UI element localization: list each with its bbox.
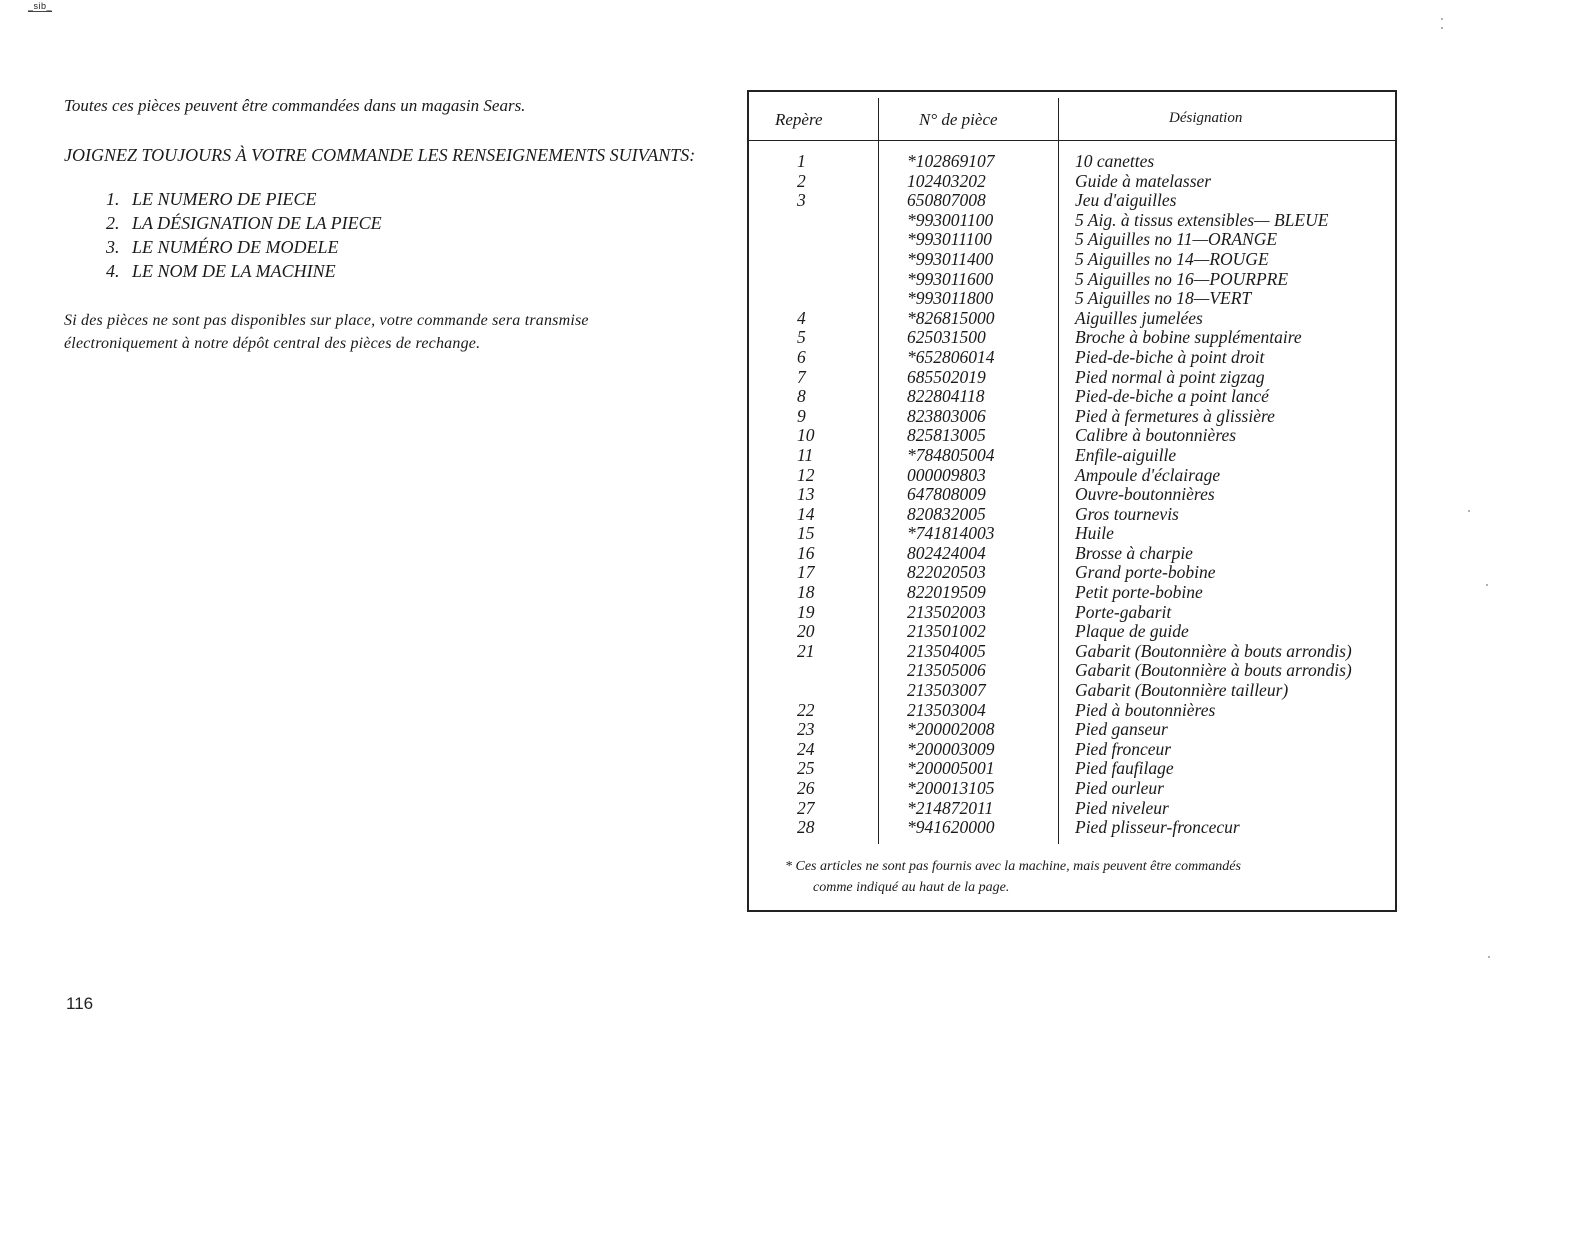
table-row bbox=[749, 426, 1395, 446]
row-designation: 5 Aig. à tissus extensibles— BLEUE bbox=[1075, 209, 1329, 230]
row-designation: 5 Aiguilles no 14—ROUGE bbox=[1075, 248, 1269, 269]
table-row bbox=[749, 466, 1395, 486]
parts-table bbox=[747, 90, 1397, 912]
row-part-number: 685502019 bbox=[907, 366, 986, 387]
row-part-number: *652806014 bbox=[907, 346, 995, 367]
row-part-number: *941620000 bbox=[907, 817, 995, 838]
list-item bbox=[106, 211, 724, 235]
row-repere: 10 bbox=[797, 425, 815, 446]
row-part-number: *993011100 bbox=[907, 229, 992, 250]
row-designation: Guide à matelasser bbox=[1075, 170, 1212, 191]
table-footnote bbox=[785, 856, 1385, 898]
row-repere: 24 bbox=[797, 738, 815, 759]
table-row bbox=[749, 583, 1395, 603]
row-repere: 14 bbox=[797, 503, 815, 524]
row-designation: Pied-de-biche à point droit bbox=[1075, 346, 1265, 367]
table-row bbox=[749, 230, 1395, 250]
row-part-number: 213503004 bbox=[907, 699, 986, 720]
table-row bbox=[749, 152, 1395, 172]
row-designation: Gabarit (Boutonnière à bouts arrondis) bbox=[1075, 660, 1352, 681]
list-item bbox=[106, 235, 724, 259]
row-designation: Pied à fermetures à glissière bbox=[1075, 405, 1275, 426]
scan-speck bbox=[1488, 956, 1490, 958]
row-designation: Pied faufilage bbox=[1075, 758, 1174, 779]
row-part-number: 213502003 bbox=[907, 601, 986, 622]
row-repere: 4 bbox=[797, 307, 806, 328]
row-designation: Pied normal à point zigzag bbox=[1075, 366, 1265, 387]
row-repere: 27 bbox=[797, 797, 815, 818]
row-part-number: 822020503 bbox=[907, 562, 986, 583]
scan-speck bbox=[1441, 27, 1443, 29]
row-designation: Pied ourleur bbox=[1075, 778, 1164, 798]
row-part-number: 000009803 bbox=[907, 464, 986, 485]
row-repere: 1 bbox=[797, 151, 806, 171]
row-part-number: 213503007 bbox=[907, 680, 986, 701]
row-repere: 25 bbox=[797, 758, 815, 779]
table-row bbox=[749, 250, 1395, 270]
row-designation: Jeu d'aiguilles bbox=[1075, 190, 1177, 211]
row-designation: Gabarit (Boutonnière tailleur) bbox=[1075, 680, 1289, 701]
row-designation: 10 canettes bbox=[1075, 151, 1155, 171]
ordering-instructions bbox=[64, 96, 724, 355]
row-designation: Pied fronceur bbox=[1075, 738, 1172, 759]
row-part-number: *200002008 bbox=[907, 719, 995, 740]
table-row bbox=[749, 701, 1395, 721]
row-repere: 9 bbox=[797, 405, 806, 426]
footnote-line-2: comme indiqué au haut de la page. bbox=[813, 880, 1010, 895]
table-row bbox=[749, 270, 1395, 290]
table-row bbox=[749, 172, 1395, 192]
row-part-number: 802424004 bbox=[907, 542, 986, 563]
list-text: LA DÉSIGNATION DE LA PIECE bbox=[132, 213, 382, 233]
table-row bbox=[749, 368, 1395, 388]
table-row bbox=[749, 309, 1395, 329]
required-info-list bbox=[106, 187, 724, 283]
row-designation: Pied-de-biche a point lancé bbox=[1075, 386, 1269, 407]
list-number: 2. bbox=[106, 213, 120, 233]
row-repere: 17 bbox=[797, 562, 815, 583]
list-text: LE NUMERO DE PIECE bbox=[132, 189, 317, 209]
table-row bbox=[749, 328, 1395, 348]
row-designation: 5 Aiguilles no 11—ORANGE bbox=[1075, 229, 1278, 250]
row-designation: Enfile-aiguille bbox=[1075, 444, 1177, 465]
row-repere: 3 bbox=[797, 190, 806, 211]
row-designation: 5 Aiguilles no 18—VERT bbox=[1075, 288, 1252, 309]
scan-speck bbox=[1486, 584, 1488, 586]
scan-speck bbox=[1441, 18, 1443, 20]
row-designation: Broche à bobine supplémentaire bbox=[1075, 327, 1302, 348]
row-designation: Gabarit (Boutonnière à bouts arrondis) bbox=[1075, 640, 1352, 661]
table-row bbox=[749, 642, 1395, 662]
page-number: 116 bbox=[66, 994, 94, 1013]
table-row bbox=[749, 446, 1395, 466]
row-part-number: 822019509 bbox=[907, 582, 986, 603]
row-designation: Brosse à charpie bbox=[1075, 542, 1193, 563]
row-part-number: 823803006 bbox=[907, 405, 986, 426]
row-designation: Gros tournevis bbox=[1075, 503, 1179, 524]
row-designation: Pied ganseur bbox=[1075, 719, 1168, 740]
row-part-number: *200005001 bbox=[907, 758, 995, 779]
table-row bbox=[749, 759, 1395, 779]
list-number: 3. bbox=[106, 237, 120, 257]
table-row bbox=[749, 779, 1395, 799]
row-repere: 28 bbox=[797, 817, 815, 838]
row-designation: Ouvre-boutonnières bbox=[1075, 484, 1215, 505]
row-designation: Porte-gabarit bbox=[1075, 601, 1172, 622]
row-part-number: 213505006 bbox=[907, 660, 986, 681]
row-part-number: 820832005 bbox=[907, 503, 986, 524]
row-designation: Pied niveleur bbox=[1075, 797, 1169, 818]
table-row bbox=[749, 348, 1395, 368]
row-designation: 5 Aiguilles no 16—POURPRE bbox=[1075, 268, 1289, 289]
table-row bbox=[749, 505, 1395, 525]
row-part-number: 625031500 bbox=[907, 327, 986, 348]
table-row bbox=[749, 799, 1395, 819]
row-part-number: *200003009 bbox=[907, 738, 995, 759]
row-repere: 16 bbox=[797, 542, 815, 563]
row-part-number: *200013105 bbox=[907, 778, 995, 798]
row-repere: 19 bbox=[797, 601, 815, 622]
row-designation: Grand porte-bobine bbox=[1075, 562, 1216, 583]
table-row bbox=[749, 681, 1395, 701]
list-number: 1. bbox=[106, 189, 120, 209]
availability-notice bbox=[64, 309, 724, 355]
table-row bbox=[749, 720, 1395, 740]
header-part-number: N° de pièce bbox=[919, 110, 998, 129]
row-designation: Pied plisseur-froncecur bbox=[1075, 817, 1240, 838]
notice-line-2: électroniquement à notre dépôt central des pièces de rechange. bbox=[64, 335, 481, 352]
row-part-number: *826815000 bbox=[907, 307, 995, 328]
row-part-number: 213504005 bbox=[907, 640, 986, 661]
table-row bbox=[749, 818, 1395, 838]
row-designation: Huile bbox=[1075, 523, 1114, 544]
table-body bbox=[749, 152, 1395, 838]
row-repere: 23 bbox=[797, 719, 815, 740]
list-number: 4. bbox=[106, 261, 120, 281]
row-designation: Calibre à boutonnières bbox=[1075, 425, 1237, 446]
row-part-number: 647808009 bbox=[907, 484, 986, 505]
row-designation: Petit porte-bobine bbox=[1075, 582, 1203, 603]
row-part-number: *993011400 bbox=[907, 248, 994, 269]
row-repere: 21 bbox=[797, 640, 815, 661]
list-item bbox=[106, 259, 724, 283]
row-part-number: 650807008 bbox=[907, 190, 986, 211]
row-repere: 20 bbox=[797, 621, 815, 642]
row-part-number: *741814003 bbox=[907, 523, 995, 544]
table-row bbox=[749, 544, 1395, 564]
intro-text: Toutes ces pièces peuvent être commandées dans un magasin Sears. bbox=[64, 96, 526, 115]
row-designation: Plaque de guide bbox=[1075, 621, 1189, 642]
row-part-number: *214872011 bbox=[907, 797, 994, 818]
row-repere: 11 bbox=[797, 444, 814, 465]
header-designation: Désignation bbox=[1169, 110, 1243, 126]
table-row bbox=[749, 211, 1395, 231]
row-designation: Ampoule d'éclairage bbox=[1075, 464, 1221, 485]
row-repere: 13 bbox=[797, 484, 815, 505]
table-row bbox=[749, 622, 1395, 642]
row-repere: 6 bbox=[797, 346, 806, 367]
row-part-number: 213501002 bbox=[907, 621, 986, 642]
row-designation: Pied à boutonnières bbox=[1075, 699, 1216, 720]
table-row bbox=[749, 387, 1395, 407]
join-heading: JOIGNEZ TOUJOURS À VOTRE COMMANDE LES RENSEIGNEMENTS SUIVANTS: bbox=[64, 145, 696, 165]
list-text: LE NUMÉRO DE MODELE bbox=[132, 237, 339, 257]
row-part-number: *102869107 bbox=[907, 151, 995, 171]
table-row bbox=[749, 289, 1395, 309]
row-part-number: 102403202 bbox=[907, 170, 986, 191]
row-repere: 7 bbox=[797, 366, 806, 387]
list-item bbox=[106, 187, 724, 211]
table-header bbox=[749, 98, 1395, 141]
table-row bbox=[749, 603, 1395, 623]
row-part-number: *993011800 bbox=[907, 288, 994, 309]
row-repere: 15 bbox=[797, 523, 815, 544]
list-text: LE NOM DE LA MACHINE bbox=[132, 261, 336, 281]
table-row bbox=[749, 407, 1395, 427]
notice-line-1: Si des pièces ne sont pas disponibles sur place, votre commande sera transmise bbox=[64, 312, 589, 329]
row-repere: 12 bbox=[797, 464, 815, 485]
table-row bbox=[749, 740, 1395, 760]
row-repere: 26 bbox=[797, 778, 815, 798]
table-row bbox=[749, 485, 1395, 505]
row-part-number: *993001100 bbox=[907, 209, 994, 230]
row-part-number: *784805004 bbox=[907, 444, 995, 465]
row-repere: 2 bbox=[797, 170, 806, 191]
table-row bbox=[749, 191, 1395, 211]
row-repere: 18 bbox=[797, 582, 815, 603]
row-repere: 8 bbox=[797, 386, 806, 407]
row-part-number: *993011600 bbox=[907, 268, 994, 289]
footnote-line-1: * Ces articles ne sont pas fournis avec la machine, mais peuvent être commandés bbox=[785, 859, 1241, 874]
header-repere: Repère bbox=[775, 110, 823, 129]
row-repere: 5 bbox=[797, 327, 806, 348]
scan-speck bbox=[1468, 510, 1470, 512]
corner-mark: _sib_ bbox=[28, 1, 53, 11]
table-row bbox=[749, 563, 1395, 583]
row-part-number: 822804118 bbox=[907, 386, 985, 407]
row-part-number: 825813005 bbox=[907, 425, 986, 446]
table-row bbox=[749, 661, 1395, 681]
row-repere: 22 bbox=[797, 699, 815, 720]
row-designation: Aiguilles jumelées bbox=[1075, 307, 1203, 328]
table-row bbox=[749, 524, 1395, 544]
